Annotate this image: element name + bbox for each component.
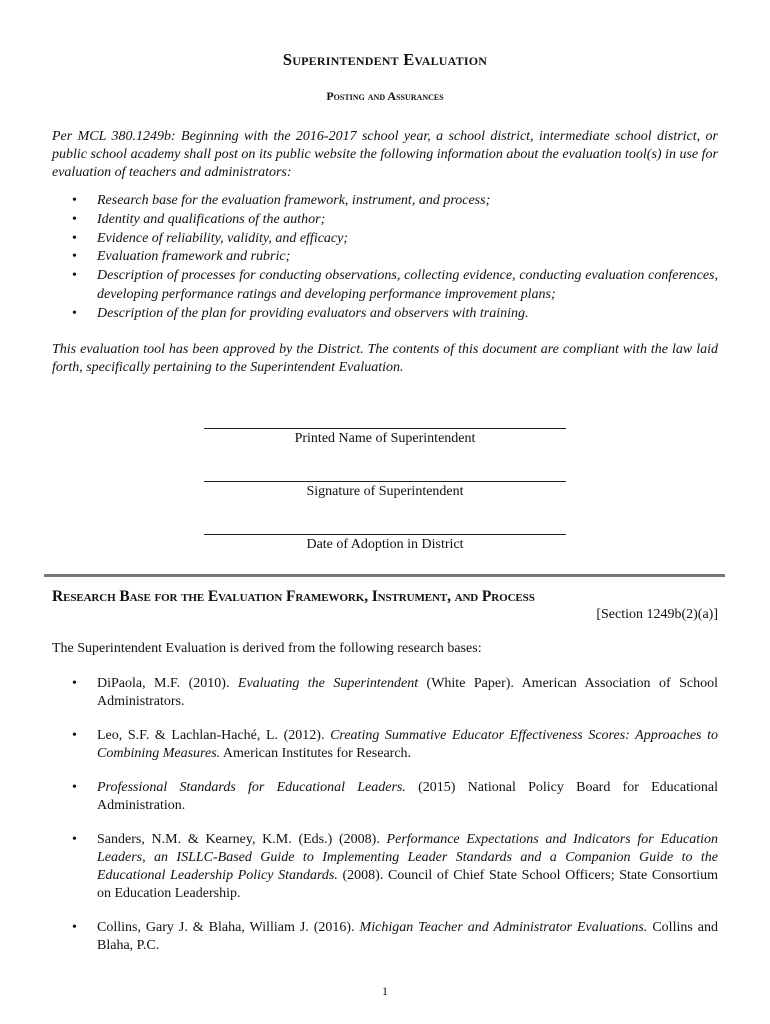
reference-author: Sanders, N.M. & Kearney, K.M. (Eds.) (2008). xyxy=(97,832,387,847)
intro-paragraph: Per MCL 380.1249b: Beginning with the 2016-2017 school year, a school district, intermediate school district, or public school academy shall post on its public website the following information about the evaluation tool(s) in use for evaluation of teachers and administrators: xyxy=(52,129,718,180)
reference-title: Professional Standards for Educational Leaders. xyxy=(97,780,406,795)
reference-item xyxy=(52,919,718,955)
adoption-date-line[interactable] xyxy=(204,534,566,535)
section-heading: Research Base for the Evaluation Framework, Instrument, and Process xyxy=(52,588,535,605)
list-item: • Identity and qualifications of the author; xyxy=(52,211,718,230)
reference-item xyxy=(52,779,718,815)
reference-publisher: American Institutes for Research. xyxy=(220,746,412,761)
reference-publisher: (2015) National Policy Board for Educational Administration. xyxy=(97,780,718,813)
reference-item xyxy=(52,727,718,763)
page-title: Superintendent Evaluation xyxy=(282,50,488,69)
reference-item xyxy=(52,831,718,903)
page-number: 1 xyxy=(382,984,388,998)
list-item: • Evidence of reliability, validity, and efficacy; xyxy=(52,230,718,249)
requirements-list xyxy=(52,192,718,324)
reference-title: Performance Expectations and Indicators for Education Leaders, an ISLLC-Based Guide to Implementing Leader Standards and a Companion Guide to the Educational Leadership Policy Standards. xyxy=(97,832,718,883)
reference-author: Leo, S.F. & Lachlan-Haché, L. (2012). xyxy=(97,728,331,743)
approval-statement: This evaluation tool has been approved by the District. The contents of this document are compliant with the law laid forth, specifically pertaining to the Superintendent Evaluation. xyxy=(52,342,718,375)
reference-publisher: (White Paper). American Association of School Administrators. xyxy=(97,676,718,709)
reference-publisher: (2008). Council of Chief State School Officers; State Consortium on Education Leadership. xyxy=(97,868,718,901)
signature-label: Signature of Superintendent xyxy=(306,484,464,499)
list-item: • Evaluation framework and rubric; xyxy=(52,248,718,267)
reference-publisher: Collins and Blaha, P.C. xyxy=(97,920,718,953)
list-item: • Description of processes for conducting observations, collecting evidence, conducting evaluation conferences, developing performance ratings and developing performance improvement plans; xyxy=(52,267,718,305)
section-divider xyxy=(44,574,725,577)
printed-name-line[interactable] xyxy=(204,428,566,429)
reference-author: DiPaola, M.F. (2010). xyxy=(97,676,238,691)
reference-author: Collins, Gary J. & Blaha, William J. (2016). xyxy=(97,920,360,935)
signature-line[interactable] xyxy=(204,481,566,482)
printed-name-label: Printed Name of Superintendent xyxy=(294,431,476,446)
adoption-date-label: Date of Adoption in District xyxy=(306,537,464,552)
reference-title: Evaluating the Superintendent xyxy=(237,676,419,691)
reference-title: Creating Summative Educator Effectiveness Scores: Approaches to Combining Measures. xyxy=(97,728,718,761)
list-item: • Research base for the evaluation framework, instrument, and process; xyxy=(52,192,718,211)
page-subtitle: Posting and Assurances xyxy=(326,89,444,103)
list-item: • Description of the plan for providing evaluators and observers with training. xyxy=(52,305,718,324)
reference-list xyxy=(52,675,718,955)
section-lead: The Superintendent Evaluation is derived from the following research bases: xyxy=(52,641,482,656)
section-reference: [Section 1249b(2)(a)] xyxy=(596,607,718,622)
reference-title: Michigan Teacher and Administrator Evaluations. xyxy=(359,920,648,935)
reference-item xyxy=(52,675,718,711)
